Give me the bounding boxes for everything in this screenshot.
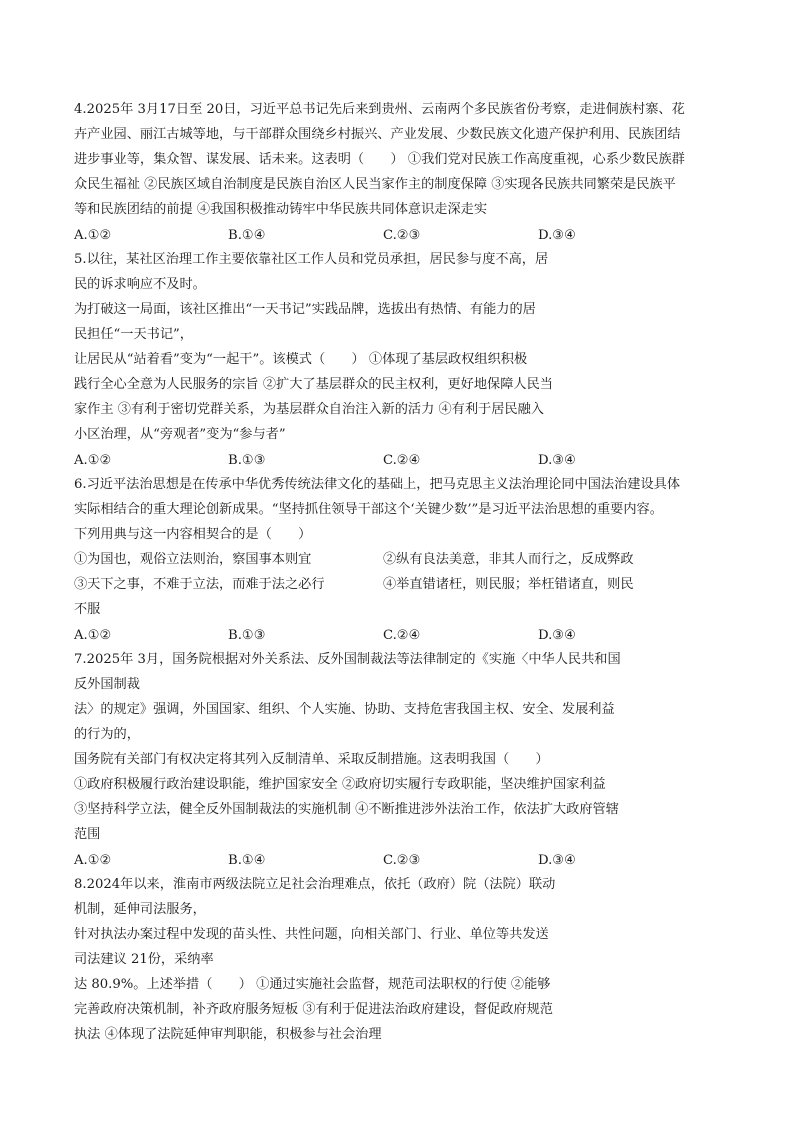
q8-line-3: 针对执法办案过程中发现的苗头性、共性问题，向相关部门、行业、单位等共发送 (74, 927, 549, 942)
q7-line-7: ③坚持科学立法，健全反外国制裁法的实施机制 ④不断推进涉外法治工作，依法扩大政府管辖 (74, 802, 619, 817)
q6-choice-1: ①为国也，观俗立法则治，察国事本则宜 (74, 552, 312, 567)
q6-option-d: D.③④ (538, 628, 576, 643)
q4-option-a: A.①② (74, 228, 112, 243)
q5-option-d: D.③④ (538, 453, 576, 468)
q6-line-1: 6.习近平法治思想是在传承中华优秀传统法律文化的基础上，把马克思主义法治理论同中国法治建设具体 (74, 477, 681, 492)
q4-option-b: B.①④ (228, 228, 266, 243)
q5-option-b: B.①③ (228, 453, 266, 468)
q7-line-4: 的行为的， (74, 727, 140, 742)
q6-option-c: C.②④ (383, 628, 421, 643)
q4-line-3: 进步事业等，集众智、谋发展、话未来。这表明（ ） ①我们党对民族工作高度重视，心系少数民族群 (74, 152, 685, 167)
q7-line-6: ①政府积极履行政治建设职能，维护国家安全 ②政府切实履行专政职能，坚决维护国家利益 (74, 777, 606, 792)
q6-option-a: A.①② (74, 628, 112, 643)
q5-line-4: 民担任“一天书记”， (74, 327, 193, 342)
q7-line-5: 国务院有关部门有权决定将其列入反制清单、采取反制措施。这表明我国（ ） (74, 752, 549, 767)
q5-line-1: 5.以往，某社区治理工作主要依靠社区工作人员和党员承担，居民参与度不高，居 (74, 252, 549, 267)
q6-line-3: 下列用典与这一内容相契合的是（ ） (74, 527, 312, 542)
q6-option-b: B.①③ (228, 628, 266, 643)
q5-line-3: 为打破这一局面，该社区推出“一天书记”实践品牌，选拔出有热情、有能力的居 (74, 302, 536, 317)
q4-line-1: 4.2025年 3月17日至 20日，习近平总书记先后来到贵州、云南两个多民族省份考察，走进侗族村寨、花 (74, 102, 685, 117)
q5-line-8: 小区治理，从“旁观者”变为“参与者” (74, 427, 286, 442)
q5-line-5: 让居民从“站着看”变为“一起干”。该模式（ ） ①体现了基层政权组织积极 (74, 352, 528, 367)
q7-option-a: A.①② (74, 853, 112, 868)
q5-option-c: C.②④ (383, 453, 421, 468)
q6-choice-2: ②纵有良法美意，非其人而行之，反成弊政 (383, 552, 634, 567)
q4-option-d: D.③④ (538, 228, 576, 243)
q7-line-1: 7.2025年 3月，国务院根据对外关系法、反外国制裁法等法律制定的《实施〈中华人民共和国 (74, 652, 621, 667)
q8-line-1: 8.2024年以来，淮南市两级法院立足社会治理难点，依托（政府）院（法院）联动 (74, 877, 556, 892)
q6-choice-4: ④举直错诸枉，则民服；举枉错诸直，则民 (383, 577, 634, 592)
q8-line-2: 机制，延伸司法服务， (74, 902, 206, 917)
q7-option-b: B.①④ (228, 853, 266, 868)
q5-line-2: 民的诉求响应不及时。 (74, 277, 206, 292)
q5-line-6: 践行全心全意为人民服务的宗旨 ②扩大了基层群众的民主权利，更好地保障人民当 (74, 377, 553, 392)
q4-line-4: 众民生福祉 ②民族区域自治制度是民族自治区人民当家作主的制度保障 ③实现各民族共同繁荣是民族平 (74, 177, 676, 192)
q7-line-8: 范围 (74, 827, 101, 842)
q6-line-2: 实际相结合的重大理论创新成果。“坚持抓住领导干部这个‘关键少数’”是习近平法治思想的重要内容。 (74, 502, 663, 517)
q8-line-5: 达 80.9%。上述举措（ ） ①通过实施社会监督，规范司法职权的行使 ②能够 (74, 977, 551, 992)
q7-option-c: C.②③ (383, 853, 421, 868)
q6-choice-3: ③天下之事，不难于立法，而难于法之必行 (74, 577, 325, 592)
q6-choice-tail: 不服 (74, 602, 101, 617)
q8-line-6: 完善政府决策机制，补齐政府服务短板 ③有利于促进法治政府建设，督促政府规范 (74, 1002, 553, 1017)
q5-line-7: 家作主 ③有利于密切党群关系，为基层群众自治注入新的活力 ④有利于居民融入 (74, 402, 544, 417)
q7-option-d: D.③④ (538, 853, 576, 868)
q4-option-c: C.②③ (383, 228, 421, 243)
q7-line-3: 法〉的规定》强调，外国国家、组织、个人实施、协助、支持危害我国主权、安全、发展利益 (74, 702, 615, 717)
q5-option-a: A.①② (74, 453, 112, 468)
q8-line-7: 执法 ④体现了法院延伸审判职能，积极参与社会治理 (74, 1027, 382, 1042)
q7-line-2: 反外国制裁 (74, 677, 140, 692)
q4-line-5: 等和民族团结的前提 ④我国积极推动铸牢中华民族共同体意识走深走实 (74, 202, 488, 217)
q4-line-2: 卉产业园、丽江古城等地，与干部群众围绕乡村振兴、产业发展、少数民族文化遗产保护利用、民族团结 (74, 127, 681, 142)
q8-line-4: 司法建议 21份，采纳率 (74, 952, 214, 967)
